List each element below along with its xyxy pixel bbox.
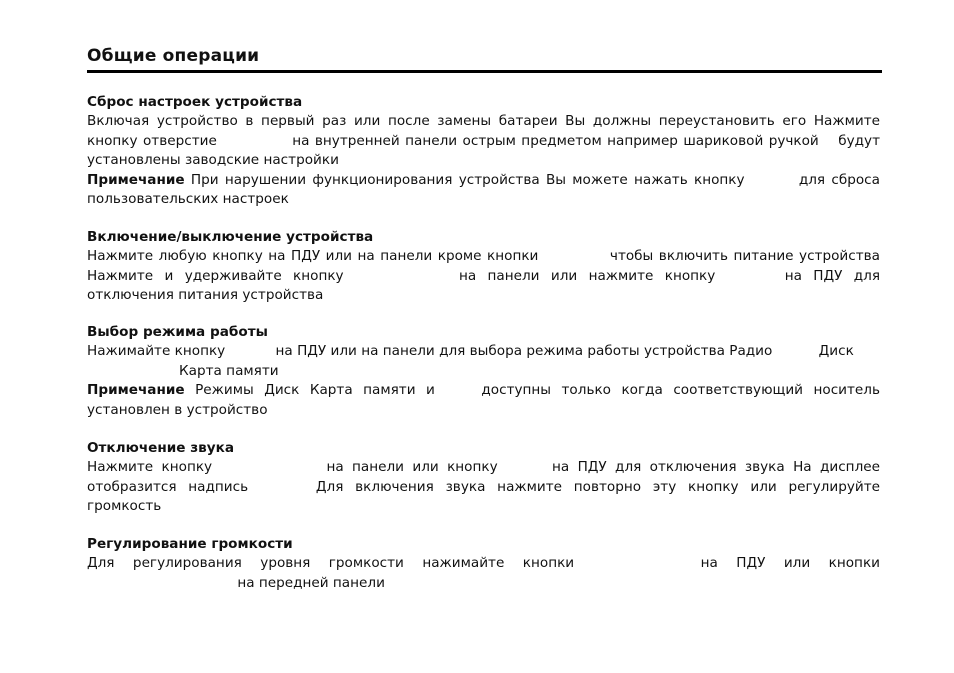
note-label: Примечание [87, 171, 185, 188]
section-heading: Выбор режима работы [87, 324, 268, 340]
section-mode [87, 323, 880, 420]
section-note: Примечание Режимы Диск Карта памяти и доступны только когда соответствующий носитель установлен в устройство [87, 382, 880, 418]
section-reset [87, 93, 880, 209]
section-heading: Отключение звука [87, 440, 235, 456]
section-paragraph: Нажимайте кнопку на ПДУ или на панели для выбора режима работы устройства Радио Диск Карта памяти [87, 343, 854, 379]
brand-logo-graphic [880, 52, 944, 597]
page-title: Общие операции [87, 46, 260, 66]
brand-logo-text [880, 52, 883, 53]
section-heading: Сброс настроек устройства [87, 94, 303, 110]
section-paragraph: Включая устройство в первый раз или после замены батареи Вы должны переустановить его Нажмите кнопку отверстие на внутренней панели острым предметом например шариковой ручкой будут установлены заводские настройки [87, 113, 881, 169]
note-label: Примечание [87, 382, 185, 399]
section-paragraph: Для регулирования уровня громкости нажимайте кнопки на ПДУ или кнопки на передней панели [87, 555, 880, 591]
brand-logo [880, 52, 944, 597]
section-heading: Регулирование громкости [87, 536, 293, 552]
section-note: Примечание При нарушении функционирования устройства Вы можете нажать кнопку для сброса пользовательских настроек [87, 171, 880, 208]
section-paragraph: Нажмите любую кнопку на ПДУ или на панели кроме кнопки чтобы включить питание устройства Нажмите и удерживайте кнопку на панели или нажмите кнопку на ПДУ для отключения питания устройства [87, 248, 880, 304]
section-volume [87, 535, 880, 593]
section-mute [87, 439, 880, 517]
section-paragraph: Нажмите кнопку на панели или кнопку на ПДУ для отключения звука На дисплее отобразится надпись Для включения звука нажмите повторно эту кнопку или регулируйте громкость [87, 459, 880, 515]
title-divider [87, 70, 882, 73]
section-power [87, 228, 880, 306]
section-heading: Включение/выключение устройства [87, 229, 374, 245]
